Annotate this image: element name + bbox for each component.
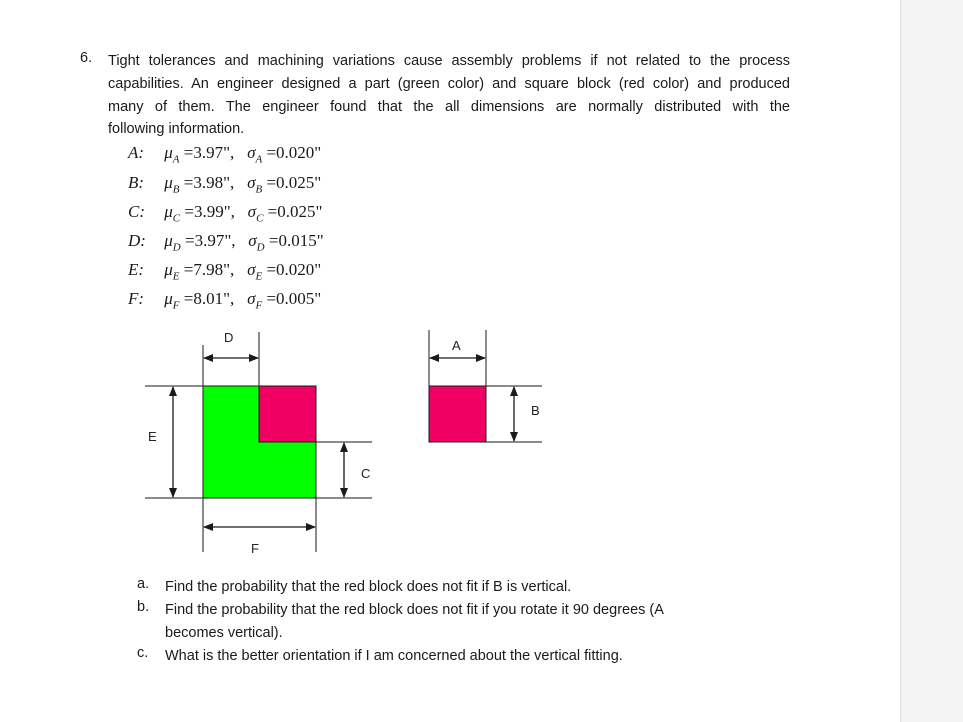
question-line: following information.	[108, 121, 245, 138]
spec-label: A:	[128, 143, 145, 162]
mean-subscript: D	[172, 241, 181, 254]
spec-label: F:	[128, 289, 145, 308]
sd-value: =0.005"	[266, 289, 322, 308]
sigma-symbol: σ	[247, 289, 256, 308]
mean-subscript: E	[172, 270, 180, 283]
sigma-symbol: σ	[247, 202, 257, 221]
mean-value: =3.97",	[183, 143, 235, 162]
sigma-symbol: σ	[247, 143, 256, 162]
subquestion-b-continued: becomes vertical).	[165, 625, 283, 641]
mean-symbol: μ	[164, 143, 173, 162]
sigma-subscript: B	[255, 183, 263, 196]
mean-symbol: μ	[164, 202, 173, 221]
right-margin-pane	[900, 0, 963, 722]
sigma-subscript: D	[256, 241, 265, 254]
mean-value: =8.01",	[183, 289, 235, 308]
subquestion-b: Find the probability that the red block does not fit if you rotate it 90 degrees (A	[165, 602, 664, 618]
spec-label: C:	[128, 202, 145, 221]
red-block-in-part	[259, 386, 316, 442]
mean-value: =7.98",	[183, 260, 235, 279]
spec-label: D:	[128, 231, 146, 250]
sd-value: =0.025"	[267, 202, 323, 221]
subquestion-letter: b.	[137, 599, 150, 615]
subquestion-a: Find the probability that the red block does not fit if B is vertical.	[165, 579, 572, 595]
subquestion-c: What is the better orientation if I am concerned about the vertical fitting.	[165, 648, 623, 664]
mean-subscript: F	[172, 299, 180, 312]
sd-value: =0.020"	[266, 260, 322, 279]
question-line: Tight tolerances and machining variations cause assembly problems if not related to the process	[108, 53, 790, 69]
mean-value: =3.97",	[185, 231, 236, 250]
red-block	[429, 386, 486, 442]
mean-subscript: B	[172, 183, 180, 196]
mean-symbol: μ	[164, 173, 173, 192]
question-line: many of them. The engineer found that the all dimensions are normally distributed with the	[108, 98, 790, 115]
mean-symbol: μ	[164, 231, 173, 250]
spec-label: E:	[128, 260, 145, 279]
label-c: C	[361, 466, 371, 481]
mean-value: =3.99",	[184, 202, 235, 221]
question-number: 6.	[80, 50, 93, 66]
subquestion-letter: c.	[137, 645, 149, 661]
mean-subscript: C	[172, 212, 181, 225]
sigma-symbol: σ	[247, 173, 256, 192]
mean-symbol: μ	[164, 289, 173, 308]
sigma-subscript: E	[255, 270, 263, 283]
subquestion-letter: a.	[137, 576, 150, 592]
label-b: B	[531, 403, 540, 418]
spec-label: B:	[128, 173, 145, 192]
question-line: capabilities. An engineer designed a part (green color) and square block (red color) and produced	[108, 75, 790, 92]
sigma-subscript: A	[255, 153, 263, 166]
mean-symbol: μ	[164, 260, 173, 279]
sd-value: =0.015"	[268, 231, 324, 250]
label-a: A	[452, 338, 461, 353]
sd-value: =0.025"	[266, 173, 322, 192]
sigma-subscript: C	[256, 212, 264, 225]
mean-value: =3.98",	[183, 173, 235, 192]
sd-value: =0.020"	[266, 143, 322, 162]
label-d: D	[224, 330, 234, 345]
mean-subscript: A	[172, 153, 180, 166]
label-e: E	[148, 429, 157, 444]
sigma-symbol: σ	[248, 231, 257, 250]
sigma-symbol: σ	[247, 260, 256, 279]
label-f: F	[251, 541, 259, 556]
sigma-subscript: F	[255, 299, 263, 312]
